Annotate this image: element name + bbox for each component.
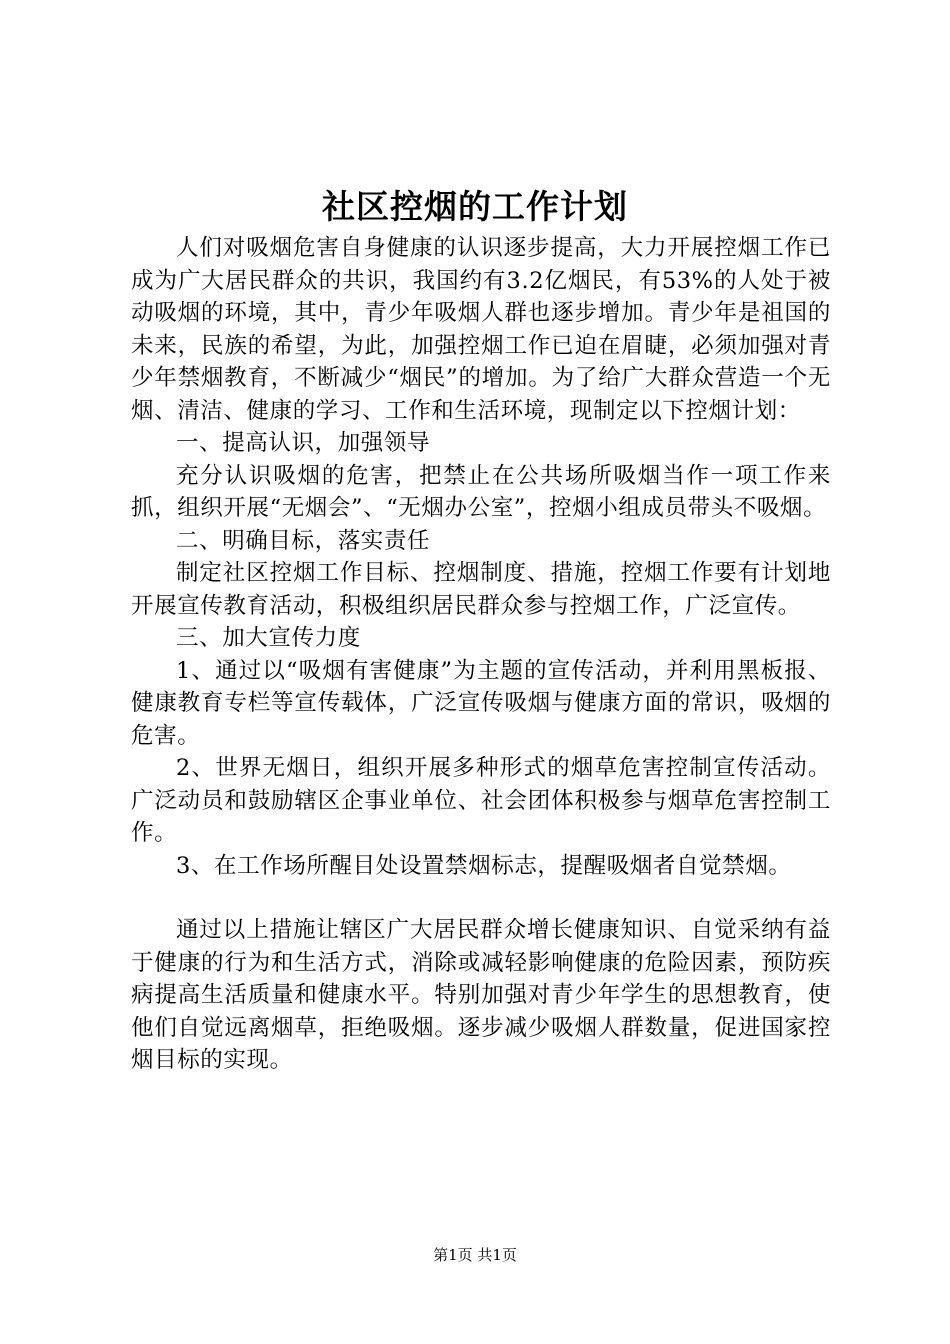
page-footer: 第1页 共1页 <box>433 1246 517 1264</box>
section-heading-1: 一、提高认识，加强领导 <box>176 430 431 456</box>
paragraph-section-1: 充分认识吸烟的危害，把禁止在公共场所吸烟当作一项工作来抓，组织开展“无烟会”、“无烟办公室”，控烟小组成员带头不吸烟。 <box>131 462 831 521</box>
document-body <box>131 232 831 1077</box>
section-heading-2: 二、明确目标，落实责任 <box>176 527 431 554</box>
paragraph-section-2: 制定社区控烟工作目标、控烟制度、措施，控烟工作要有计划地开展宣传教育活动，积极组织居民群众参与控烟工作，广泛宣传。 <box>131 560 831 619</box>
section-heading-3: 三、加大宣传力度 <box>176 625 361 651</box>
paragraph-conclusion: 通过以上措施让辖区广大居民群众增长健康知识、自觉采纳有益于健康的行为和生活方式，消除或减轻影响健康的危险因素，预防疾病提高生活质量和健康水平。特别加强对青少年学生的思想教育，使他们自觉远离烟草，拒绝吸烟。逐步减少吸烟人群数量，促进国家控烟目标的实现。 <box>131 917 831 1073</box>
document-title: 社区控烟的工作计划 <box>322 187 628 226</box>
list-item-2: 2、世界无烟日，组织开展多种形式的烟草危害控制宣传活动。广泛动员和鼓励辖区企事业单位、社会团体积极参与烟草危害控制工作。 <box>131 755 831 846</box>
list-item-1: 1、通过以“吸烟有害健康”为主题的宣传活动，并利用黑板报、健康教育专栏等宣传载体，广泛宣传吸烟与健康方面的常识，吸烟的危害。 <box>131 657 831 749</box>
paragraph-intro: 人们对吸烟危害自身健康的认识逐步提高，大力开展控烟工作已成为广大居民群众的共识，我国约有3.2亿烟民，有53%的人处于被动吸烟的环境，其中，青少年吸烟人群也逐步增加。青少年是祖国的未来，民族的希望，为此，加强控烟工作已迫在眉睫，必须加强对青少年禁烟教育，不断减少“烟民”的增加。为了给广大群众营造一个无烟、清洁、健康的学习、工作和生活环境，现制定以下控烟计划： <box>131 235 831 424</box>
list-item-3: 3、在工作场所醒目处设置禁烟标志，提醒吸烟者自觉禁烟。 <box>176 852 792 879</box>
